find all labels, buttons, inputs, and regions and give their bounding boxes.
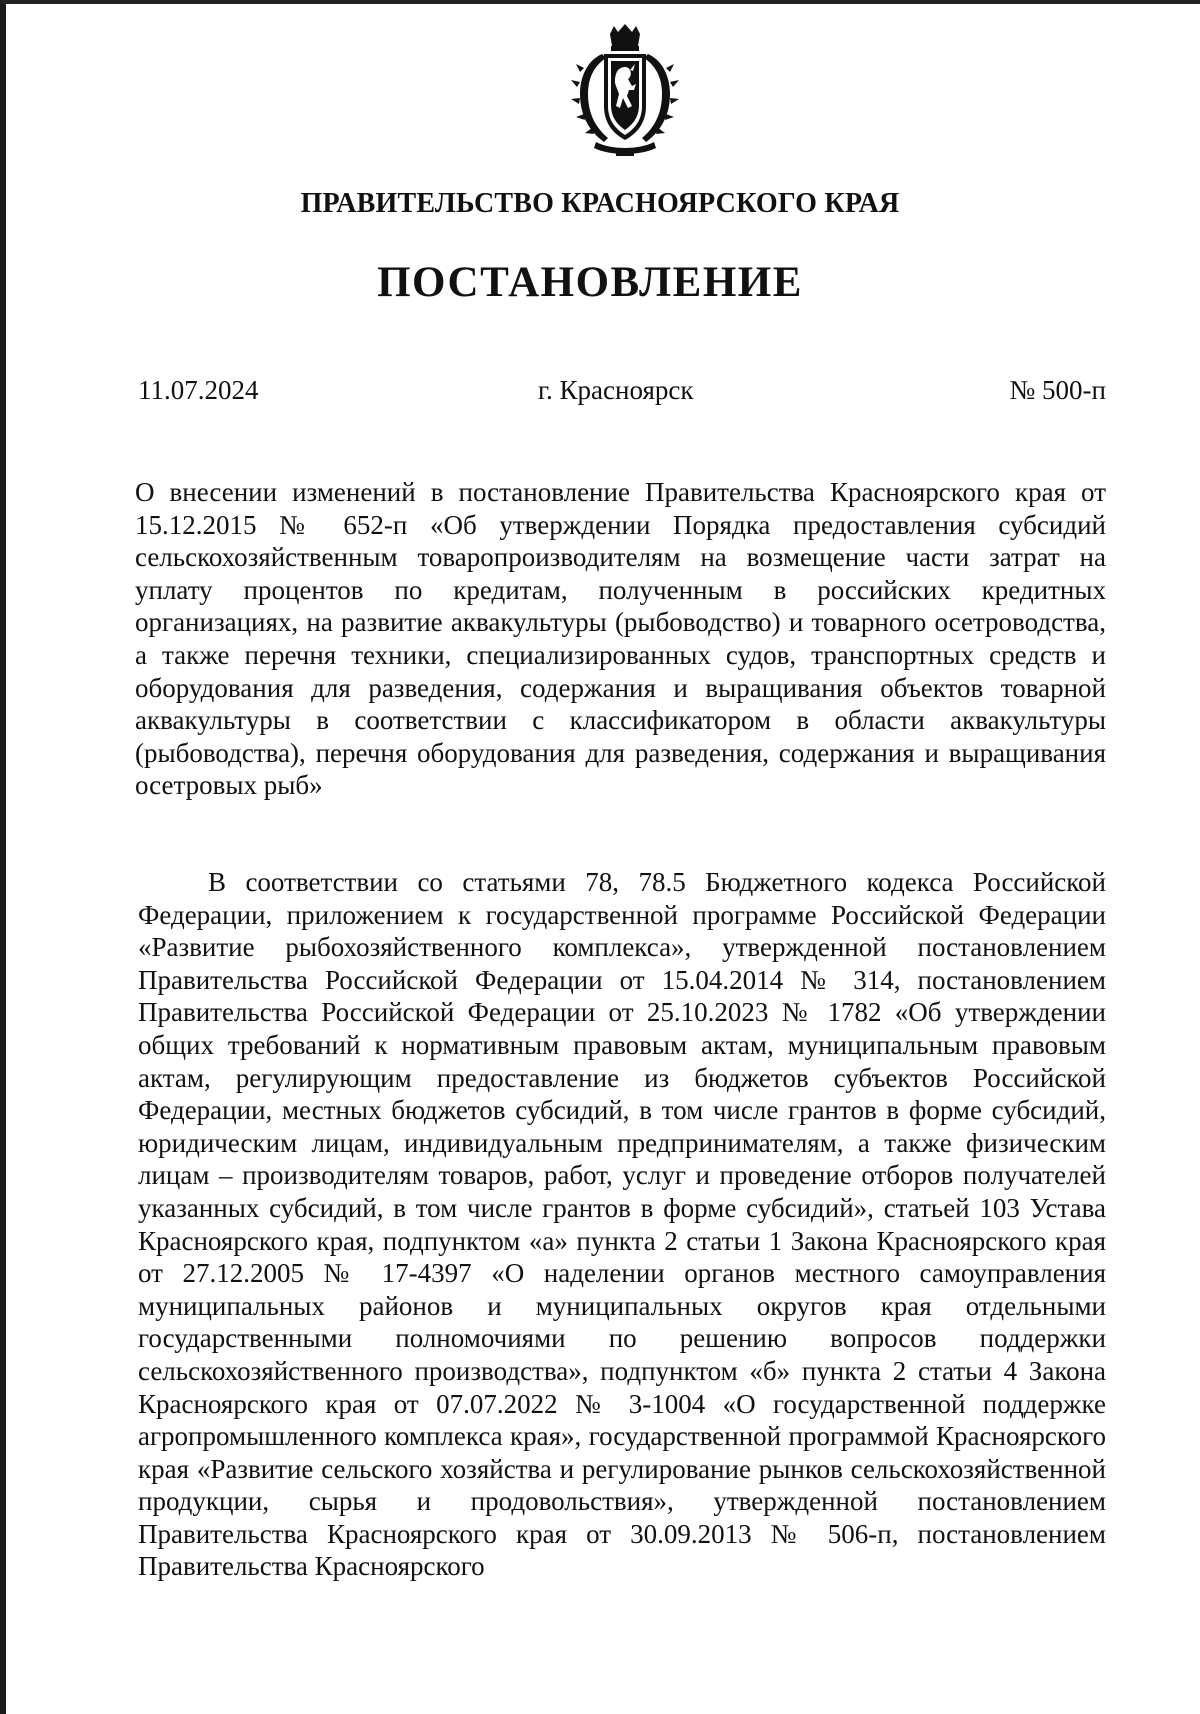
coat-of-arms-icon xyxy=(566,24,684,158)
document-type-title: ПОСТАНОВЛЕНИЕ xyxy=(377,259,803,306)
document-body: В соответствии со статьями 78, 78.5 Бюджетного кодекса Российской Федерации, приложением к государственной программе Российской Федерации «Развитие рыбохозяйственного комплекса», утвержденной постановлением Правительства Российской Федерации от 15.04.2014 № 314, постановлением Правительства Российской Федерации от 25.10.2023 № 1782 «Об утверждении общих требований к нормативным правовым актам, муниципальным правовым актам, регулирующим предоставление из бюджетов субъектов Российской Федерации, местных бюджетов субсидий, в том числе грантов в форме субсидий, юридическим лицам, индивидуальным предпринимателям, а также физическим лицам – производителям товаров, работ, услуг и проведение отборов получателей указанных субсидий, в том числе грантов в форме субсидий», статьей 103 Устава Красноярского края, подпунктом «а» пункта 2 статьи 1 Закона Красноярского края от 27.12.2005 № 17-4397 «О наделении органов местного самоуправления муниципальных районов и муниципальных округов края отдельными государственными полномочиями по решению вопросов поддержки сельскохозяйственного производства», подпунктом «б» пункта 2 статьи 4 Закона Красноярского края от 07.07.2022 № 3-1004 «О государственной поддержке агропромышленного комплекса края», государственной программой Красноярского края «Развитие сельского хозяйства и регулирование рынков сельскохозяйственной продукции, сырья и продовольствия», утвержденной постановлением Правительства Красноярского края от 30.09.2013 № 506-п, постановлением Правительства Красноярского xyxy=(138,867,1106,1582)
document-subject: О внесении изменений в постановление Правительства Красноярского края от 15.12.2015 № 652-п «Об утверждении Порядка предоставления субсидий сельскохозяйственным товаропроизводителям на возмещение части затрат на уплату процентов по кредитам, полученным в российских кредитных организациях, на развитие аквакультуры (рыбоводство) и товарного осетроводства, а также перечня техники, специализированных судов, транспортных средств и оборудования для разведения, содержания и выращивания объектов товарной аквакультуры в соответствии с классификатором в области аквакультуры (рыбоводства), перечня оборудования для разведения, содержания и выращивания осетровых рыб» xyxy=(135,477,1106,801)
document-date: 11.07.2024 xyxy=(138,375,259,405)
document-number: № 500-п xyxy=(1009,375,1106,405)
document-city: г. Красноярск xyxy=(538,375,694,405)
document-meta-row xyxy=(138,375,1106,411)
scan-top-edge xyxy=(0,0,1200,4)
government-title: ПРАВИТЕЛЬСТВО КРАСНОЯРСКОГО КРАЯ xyxy=(300,188,900,219)
